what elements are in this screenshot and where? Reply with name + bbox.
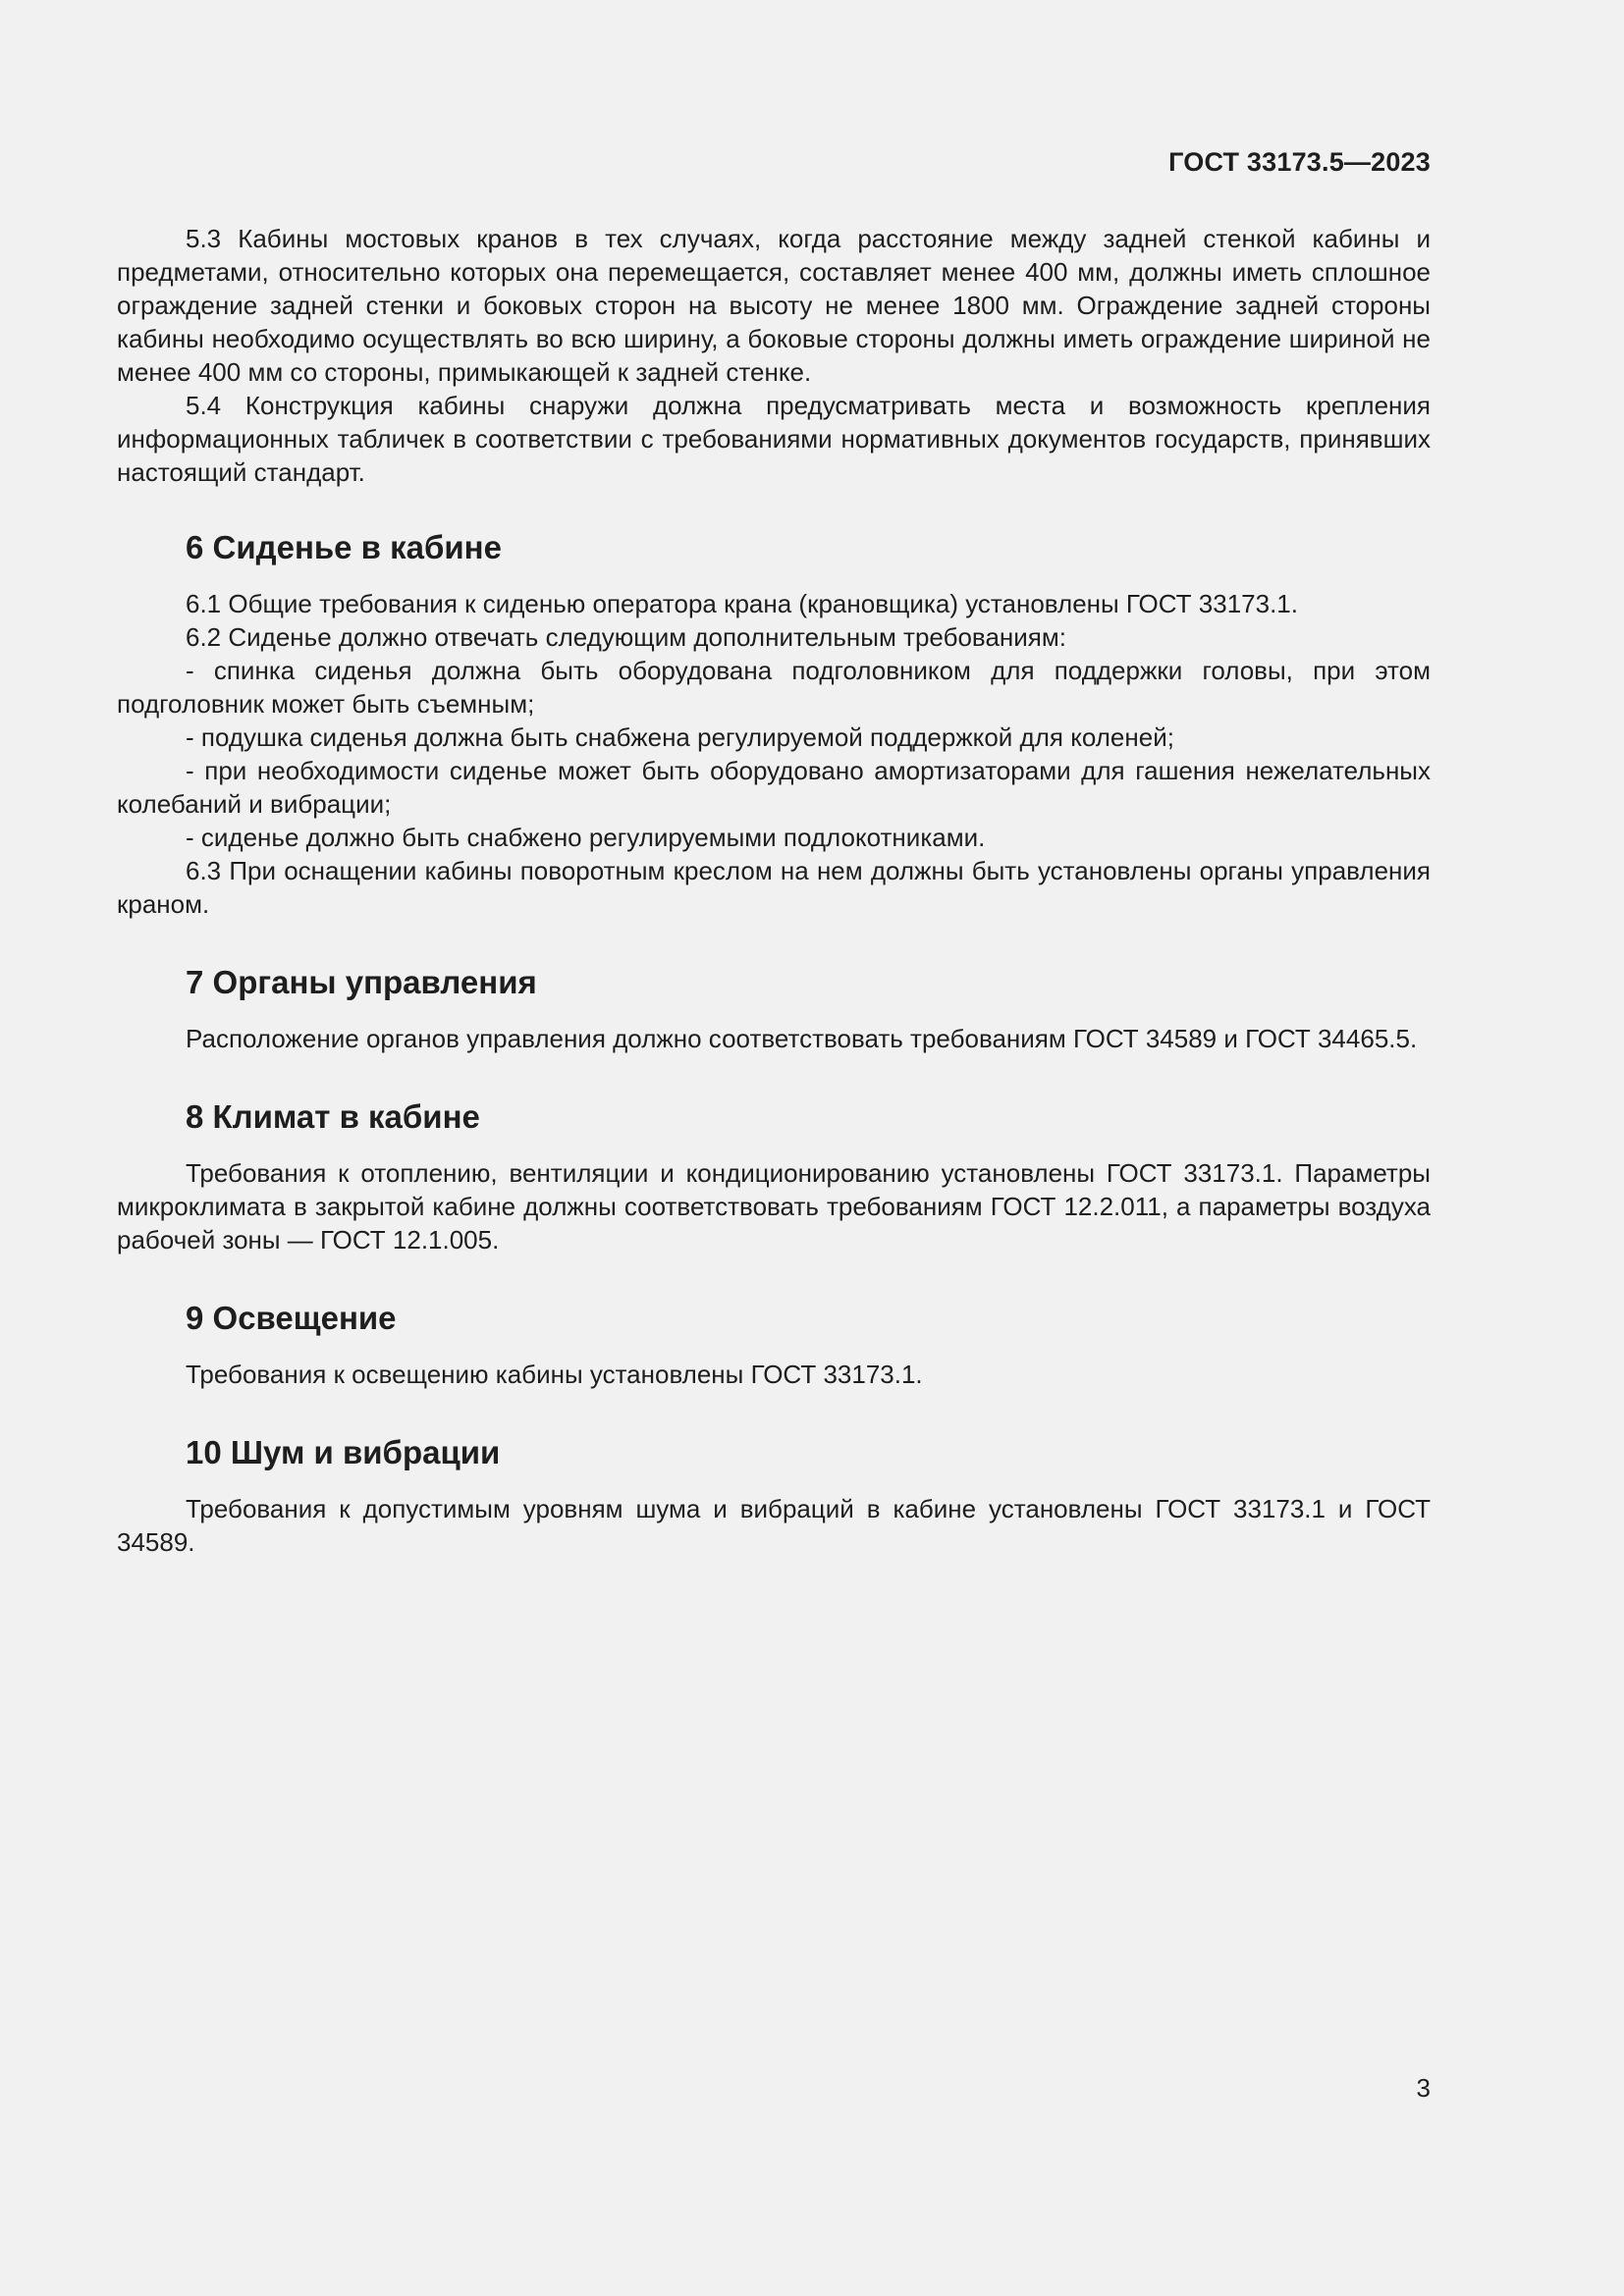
paragraph-6-3: 6.3 При оснащении кабины поворотным креслом на нем должны быть установлены органы управления краном.: [117, 856, 1431, 919]
document-body: [117, 222, 1431, 1559]
paragraph-section-8: Требования к отоплению, вентиляции и кондиционированию установлены ГОСТ 33173.1. Параметры микроклимата в закрытой кабине должны соответствовать требованиям ГОСТ 12.2.011, а параметры воздуха рабочей зоны — ГОСТ 12.1.005.: [117, 1158, 1431, 1255]
list-item-headrest: - спинка сиденья должна быть оборудована подголовником для поддержки головы, при этом подголовник может быть съемным;: [117, 656, 1431, 719]
paragraph-5-4: 5.4 Конструкция кабины снаружи должна предусматривать места и возможность крепления информационных табличек в соответствии с требованиями нормативных документов государств, принявших настоящий стандарт.: [117, 391, 1431, 487]
paragraph-section-7: Расположение органов управления должно соответствовать требованиям ГОСТ 34589 и ГОСТ 34465.5.: [186, 1024, 1418, 1053]
section-heading-8: 8 Климат в кабине: [186, 1098, 480, 1135]
section-heading-6: 6 Сиденье в кабине: [186, 529, 502, 565]
section-heading-9: 9 Освещение: [186, 1300, 397, 1336]
paragraph-section-9: Требования к освещению кабины установлены ГОСТ 33173.1.: [186, 1360, 923, 1389]
section-heading-7: 7 Органы управления: [186, 964, 537, 1000]
page-number: 3: [1416, 2073, 1431, 2103]
list-item-shock-absorbers: - при необходимости сиденье может быть оборудовано амортизаторами для гашения нежелательных колебаний и вибрации;: [117, 756, 1431, 819]
paragraph-6-1: 6.1 Общие требования к сиденью оператора крана (крановщика) установлены ГОСТ 33173.1.: [186, 589, 1298, 618]
document-code-header: ГОСТ 33173.5—2023: [1168, 147, 1431, 177]
list-item-armrests: - сиденье должно быть снабжено регулируемыми подлокотниками.: [186, 823, 986, 852]
paragraph-5-3: 5.3 Кабины мостовых кранов в тех случаях, когда расстояние между задней стенкой кабины и предметами, относительно которых она перемещается, составляет менее 400 мм, должны иметь сплошное ограждение задней стенки и боковых сторон на высоту не менее 1800 мм. Ограждение задней стороны кабины необходимо осуществлять во всю ширину, а боковые стороны должны иметь ограждение шириной не менее 400 мм со стороны, примыкающей к задней стенке.: [117, 224, 1431, 387]
section-heading-10: 10 Шум и вибрации: [186, 1434, 501, 1470]
list-item-knee-support: - подушка сиденья должна быть снабжена регулируемой поддержкой для коленей;: [186, 722, 1174, 752]
paragraph-section-10: Требования к допустимым уровням шума и вибраций в кабине установлены ГОСТ 33173.1 и ГОСТ 34589.: [117, 1494, 1431, 1557]
paragraph-6-2: 6.2 Сиденье должно отвечать следующим дополнительным требованиям:: [186, 622, 1066, 652]
